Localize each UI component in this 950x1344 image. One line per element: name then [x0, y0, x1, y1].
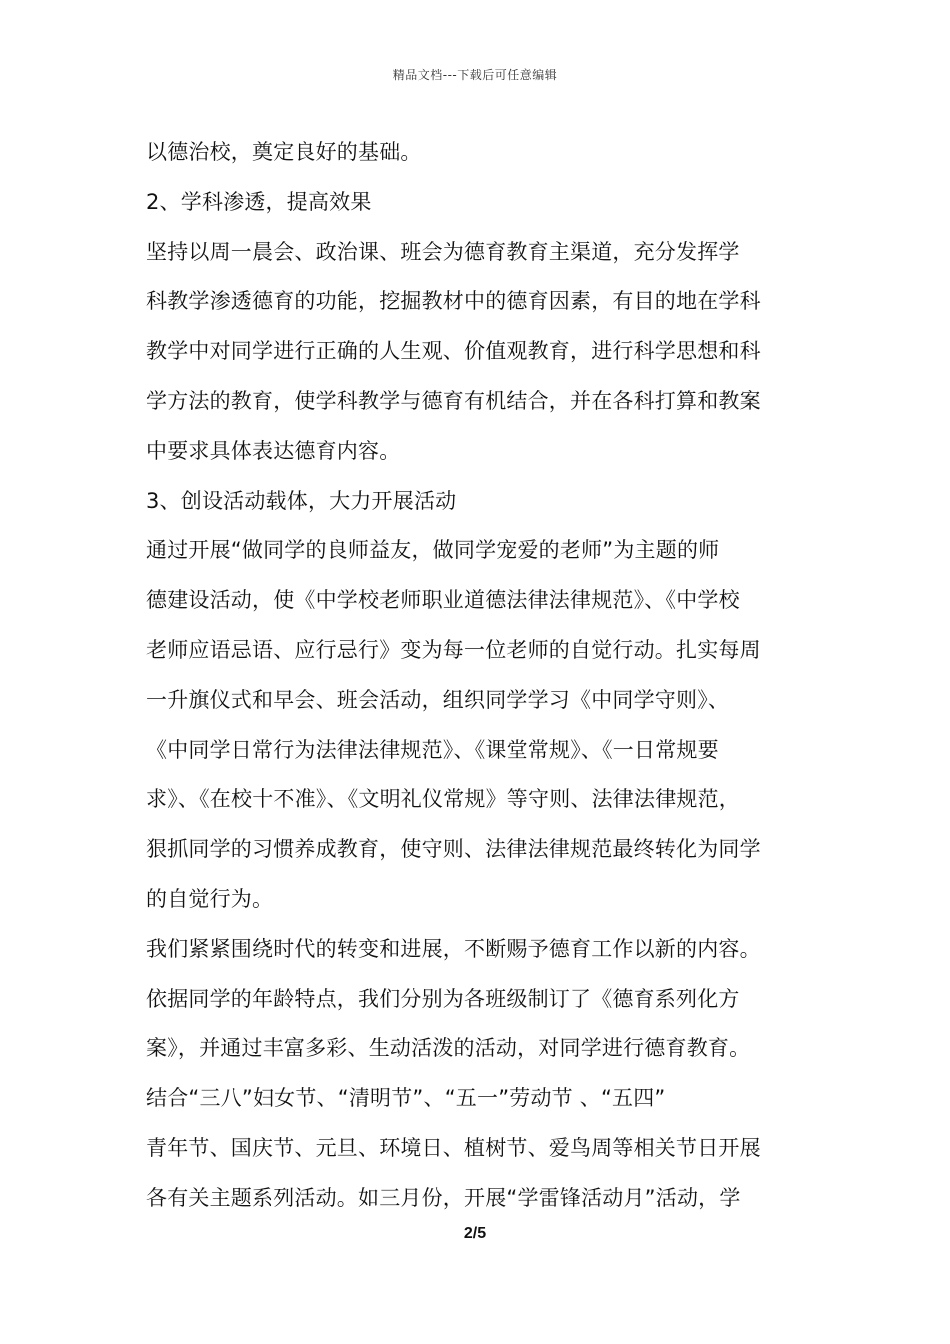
text-line: 坚持以周一晨会、政治课、班会为德育教育主渠道，充分发挥学 [146, 239, 740, 264]
text-line: 我们紧紧围绕时代的转变和进展，不断赐予德育工作以新的内容。 [146, 936, 761, 961]
text-line: 狠抓同学的习惯养成教育，使守则、法律法律规范最终转化为同学 [146, 837, 761, 862]
page-separator: / [472, 1225, 478, 1242]
page-header: 精品文档---下载后可任意编辑 [392, 68, 558, 82]
document-body [146, 128, 826, 1224]
text-line: 青年节、国庆节、元旦、环境日、植树节、爱鸟周等相关节日开展 [146, 1135, 761, 1160]
section-heading: 2、学科渗透，提高效果 [146, 189, 372, 214]
text-line: 《中同学日常行为法律法律规范》、《课堂常规》、《一日常规要 [146, 737, 719, 762]
text-line: 各有关主题系列活动。如三月份，开展“学雷锋活动月”活动，学 [146, 1185, 741, 1210]
text-line: 老师应语忌语、应行忌行》变为每一位老师的自觉行动。扎实每周 [146, 637, 761, 662]
page-number [0, 1225, 950, 1243]
text-line: 求》、《在校十不准》、《文明礼仪常规》等守则、法律法律规范， [146, 787, 740, 812]
total-pages: 5 [477, 1225, 487, 1242]
text-line: 依据同学的年龄特点，我们分别为各班级制订了《德育系列化方 [146, 986, 740, 1011]
text-line: 一升旗仪式和早会、班会活动，组织同学学习《中同学守则》、 [146, 687, 730, 712]
text-line: 的自觉行为。 [146, 886, 274, 911]
text-line: 科教学渗透德育的功能，挖掘教材中的德育因素，有目的地在学科 [146, 289, 761, 314]
section-heading: 3、创设活动载体，大力开展活动 [146, 488, 457, 513]
text-line: 结合“三八”妇女节、“清明节”、“五一”劳动节 、“五四” [146, 1086, 666, 1111]
text-line: 教学中对同学进行正确的人生观、价值观教育，进行科学思想和科 [146, 339, 761, 364]
text-line: 中要求具体表达德育内容。 [146, 438, 401, 463]
text-line: 以德治校，奠定良好的基础。 [146, 140, 422, 164]
text-line: 学方法的教育，使学科教学与德育有机结合，并在各科打算和教案 [146, 388, 761, 413]
current-page: 2 [463, 1225, 473, 1242]
text-line: 通过开展“做同学的良师益友，做同学宠爱的老师”为主题的师 [146, 538, 720, 563]
text-line: 德建设活动，使《中学校老师职业道德法律法律规范》、《中学校 [146, 588, 740, 613]
text-line: 案》，并通过丰富多彩、生动活泼的活动，对同学进行德育教育。 [146, 1036, 751, 1061]
